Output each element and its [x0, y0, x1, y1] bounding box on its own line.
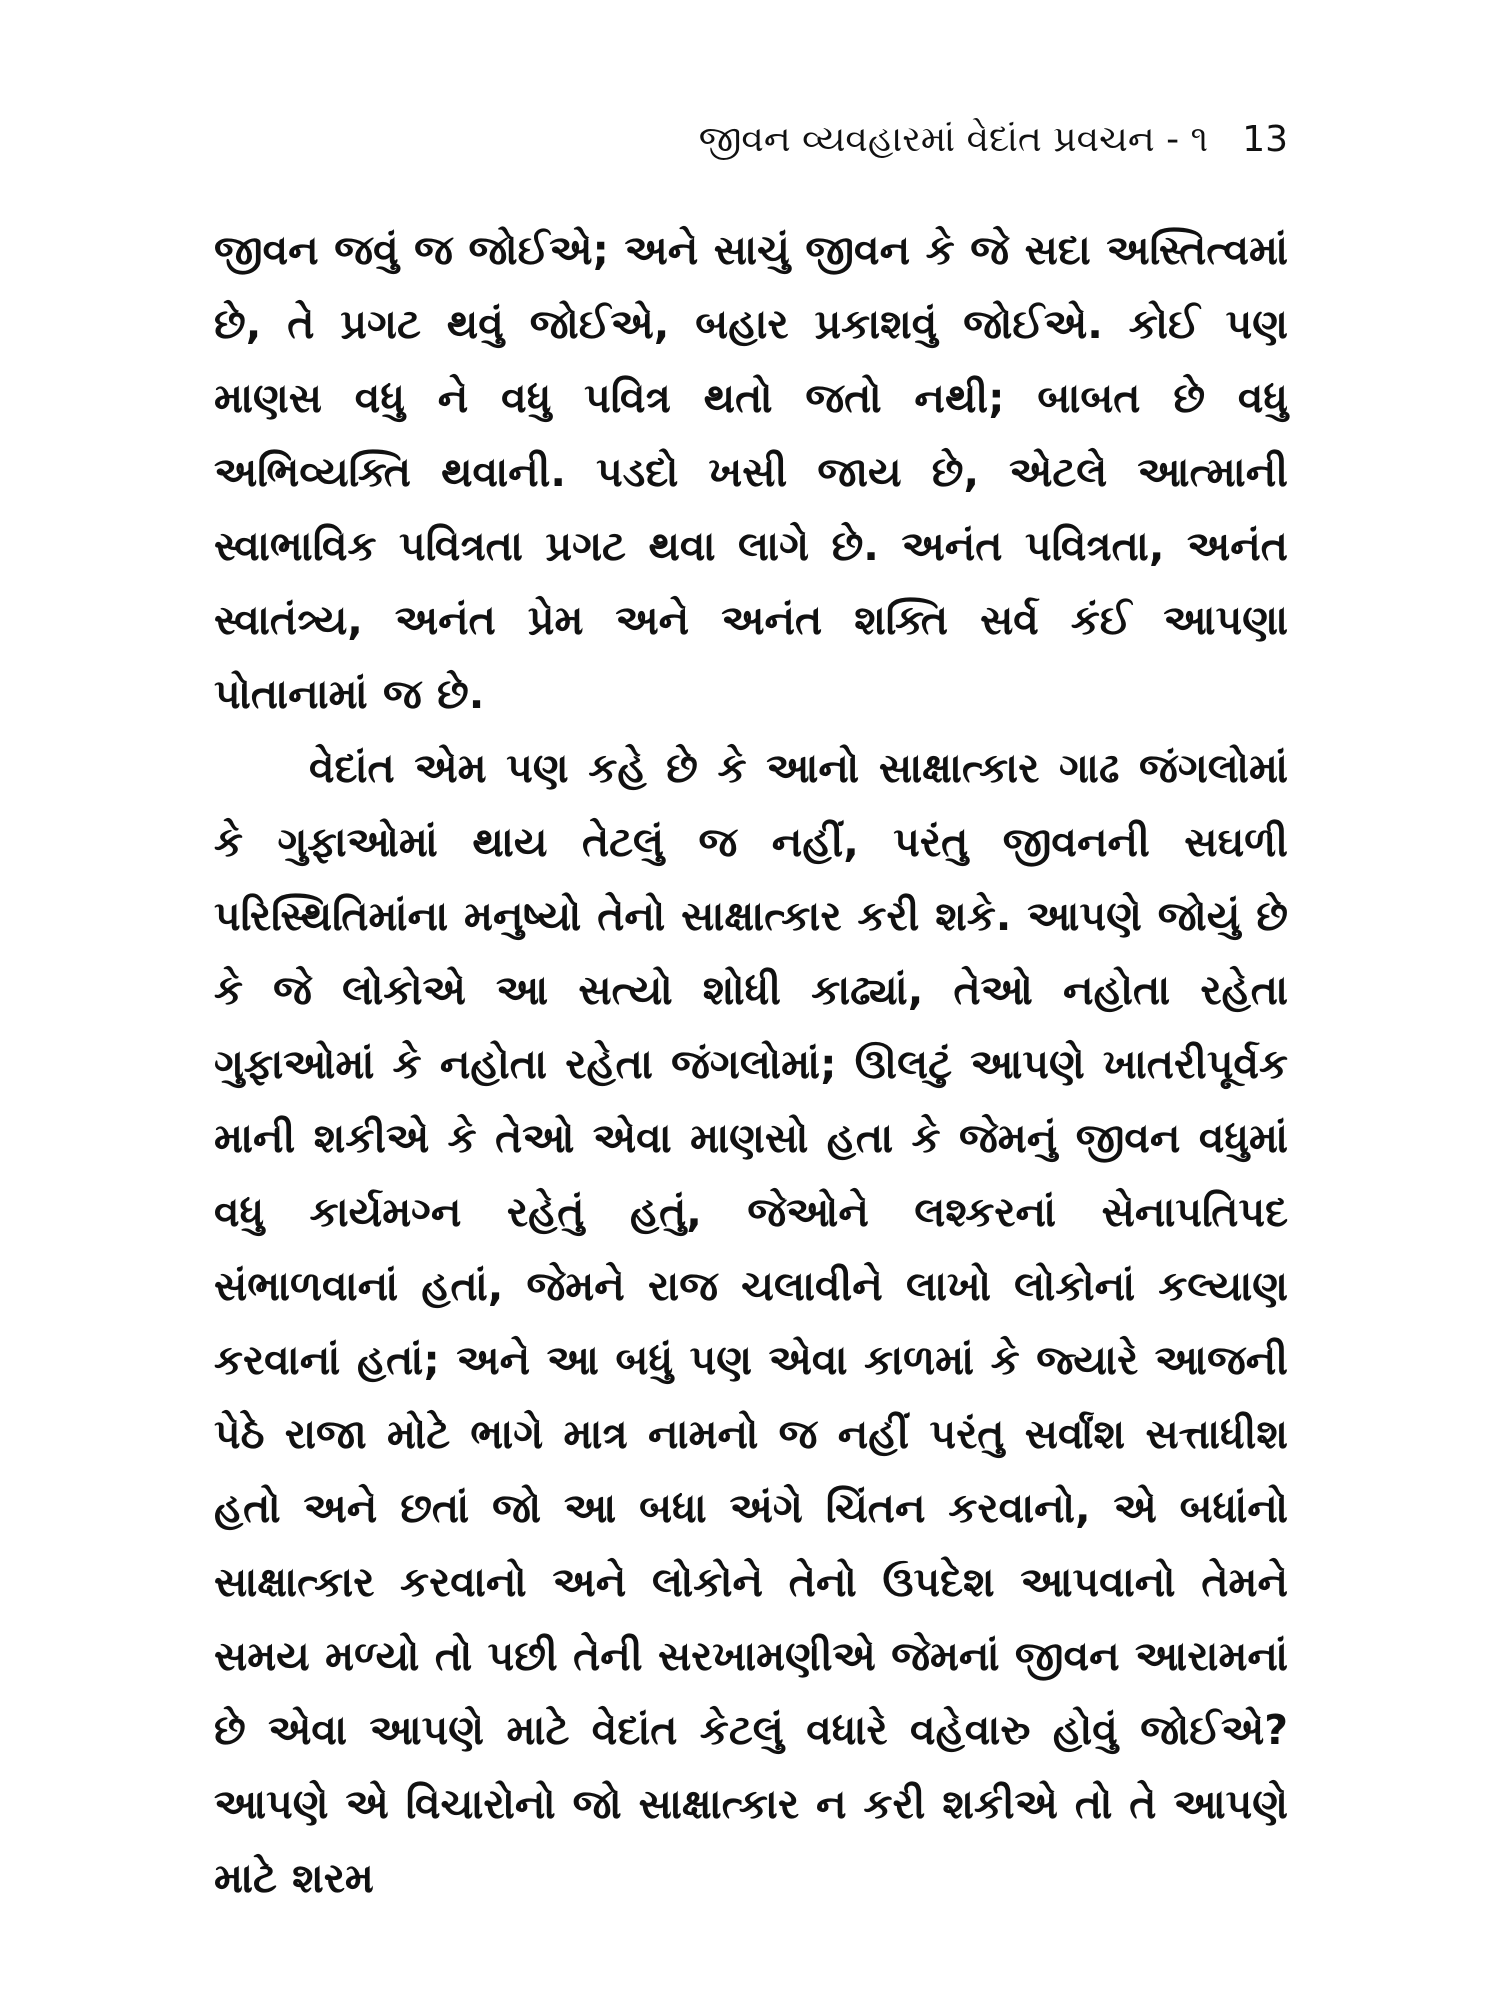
- paragraph-vedanta: વેદાંત એમ પણ કહે છે કે આનો સાક્ષાત્કાર ગાઢ જંગલોમાં કે ગુફાઓમાં થાય તેટલું જ નહીં, પરંતુ જીવનની સઘળી પરિસ્થિતિમાંના મનુષ્યો તેનો સાક્ષાત્કાર કરી શકે. આપણે જોયું છે કે જે લોકોએ આ સત્યો શોધી કાઢ્યાં, તેઓ નહોતા રહેતા ગુફાઓમાં કે નહોતા રહેતા જંગલોમાં; ઊલટું આપણે ખાતરીપૂર્વક માની શકીએ કે તેઓ એવા માણસો હતા કે જેમનું જીવન વધુમાં વધુ કાર્યમગ્ન રહેતું હતું, જેઓને લશ્કરનાં સેનાપતિપદ સંભાળવાનાં હતાં, જેમને રાજ ચલાવીને લાખો લોકોનાં કલ્યાણ કરવાનાં હતાં; અને આ બધું પણ એવા કાળમાં કે જ્યારે આજની પેઠે રાજા મોટે ભાગે માત્ર નામનો જ નહીં પરંતુ સર્વાંશ સત્તાધીશ હતો અને છતાં જો આ બધા અંગે ચિંતન કરવાનો, એ બધાંનો સાક્ષાત્કાર કરવાનો અને લોકોને તેનો ઉપદેશ આપવાનો તેમને સમય મળ્યો તો પછી તેની સરખામણીએ જેમનાં જીવન આરામનાં છે એવા આપણે માટે વેદાંત કેટલું વધારે વહેવારુ હોવું જોઈએ? આપણે એ વિચારોનો જો સાક્ષાત્કાર ન કરી શકીએ તો તે આપણે માટે શરમ: [214, 744, 1288, 1902]
- chapter-title: જીવન વ્યવહારમાં વેદાંત પ્રવચન - ૧: [698, 119, 1209, 160]
- page-number: 13: [1242, 119, 1288, 160]
- running-header: [699, 118, 1288, 161]
- body-text: [214, 213, 1288, 1915]
- paragraph-continued: જીવન જવું જ જોઈએ; અને સાચું જીવન કે જે સદા અસ્તિત્વમાં છે, તે પ્રગટ થવું જોઈએ, બહાર પ્રકાશવું જોઈએ. કોઈ પણ માણસ વધુ ને વધુ પવિત્ર થતો જતો નથી; બાબત છે વધુ અભિવ્યક્તિ થવાની. પડદો ખસી જાય છે, એટલે આત્માની સ્વાભાવિક પવિત્રતા પ્રગટ થવા લાગે છે. અનંત પવિત્રતા, અનંત સ્વાતંત્ર્ય, અનંત પ્રેમ અને અનંત શક્તિ સર્વ કંઈ આપણા પોતાનામાં જ છે.: [214, 226, 1288, 718]
